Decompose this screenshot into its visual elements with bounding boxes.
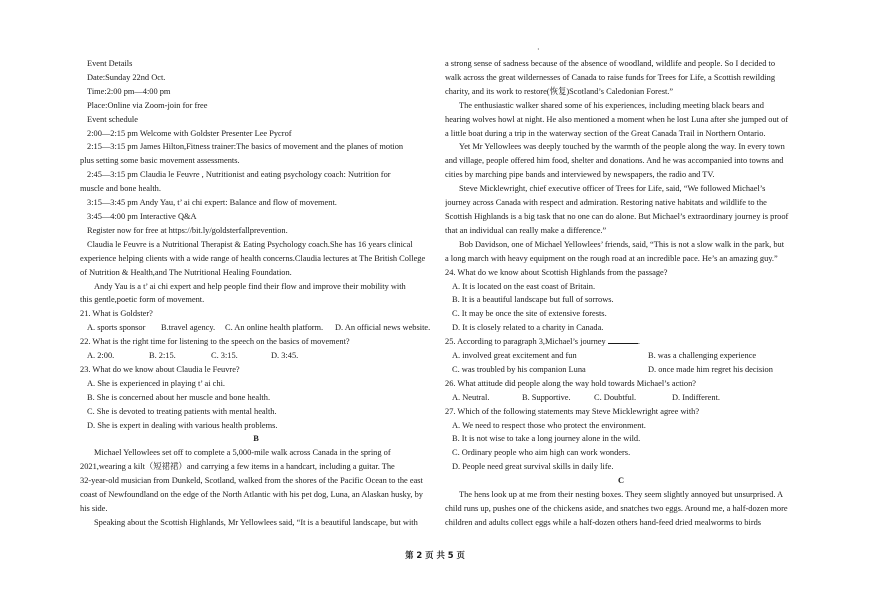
option-b[interactable]: B. It is a beautiful landscape but full of sorrows. — [452, 295, 614, 305]
option-d[interactable]: D. It is closely related to a charity in Canada. — [452, 323, 604, 333]
option-a[interactable]: A. Neutral. — [452, 392, 490, 402]
andy-paragraph-line: Andy Yau is a t’ ai chi expert and help people find their flow and improve their mobility with — [94, 281, 406, 291]
option-a[interactable]: A. involved great excitement and fun — [452, 351, 577, 361]
question-25-options-row2 — [445, 363, 797, 377]
option-a[interactable]: A. We need to respect those who protect the environment. — [452, 420, 646, 430]
option-b[interactable]: B.travel agency. — [161, 323, 216, 333]
andy-paragraph-line: this gentle,poetic form of movement. — [80, 295, 205, 305]
event-date: Date:Sunday 22nd Oct. — [87, 72, 166, 82]
option-a[interactable]: A. 2:00. — [87, 351, 115, 361]
passage-b-line: journey across Canada with respect and admiration. Restoring native habitats and wildlife to the — [445, 198, 767, 208]
passage-b-line: charity, and its work to restore(恢复)Scotland’s Caledonian Forest.” — [445, 86, 674, 96]
passage-b-line: a long march with heavy equipment on the rough road at an incredible pace. He’s an amazing guy.” — [445, 253, 778, 263]
option-d[interactable]: D. once made him regret his decision — [648, 364, 773, 374]
schedule-item-qa: 3:45—4:00 pm Interactive Q&A — [87, 211, 197, 221]
question-27-stem: 27. Which of the following statements may Steve Micklewright agree with? — [445, 406, 700, 416]
passage-b-line: Yet Mr Yellowlees was deeply touched by the warmth of the people along the way. In every town — [459, 142, 785, 152]
option-c[interactable]: C. 3:15. — [211, 351, 238, 361]
question-25-stem-text: 25. According to paragraph 3,Michael’s journey — [445, 337, 606, 347]
option-d[interactable]: D. Indifferent. — [672, 392, 720, 402]
passage-b-line: a strong sense of sadness because of the absence of woodland, wildlife and people. So I decided to — [445, 59, 776, 68]
passage-b-line: coast of Newfoundland on the edge of the North Atlantic with his pet dog, Luna, an Alaskan husky, by — [80, 490, 423, 500]
page-number-footer: 第 2 页 共 5 页 — [405, 550, 465, 560]
register-link-text: Register now for free at https://bit.ly/goldsterfallprevention. — [87, 225, 288, 235]
schedule-item-james: 2:15—3:15 pm James Hilton,Fitness trainer:The basics of movement and the planes of motion — [87, 142, 404, 152]
passage-b-line: Steve Micklewright, chief executive officer of Trees for Life, said, “We followed Michael’s — [459, 184, 766, 194]
option-b[interactable]: B. It is not wise to take a long journey alone in the wild. — [452, 434, 641, 444]
passage-b-line: a little boat during a trip in the waterway section of the Great Canada Trail in Northern Ontario. — [445, 128, 766, 138]
passage-b-line: cities by marching pipe bands and interviewed by newspapers, the radio and TV. — [445, 170, 715, 180]
option-a[interactable]: A. It is located on the east coast of Britain. — [452, 281, 596, 291]
question-25-stem — [445, 335, 797, 349]
option-d[interactable]: D. An official news website. — [335, 323, 431, 333]
passage-b-line: The enthusiastic walker shared some of his experiences, including meeting black bears and — [459, 100, 764, 110]
question-24-stem: 24. What do we know about Scottish Highlands from the passage? — [445, 267, 668, 277]
claudia-paragraph-line: experience helping clients with a wide range of health concerns.Claudia lectures at The British College — [80, 253, 426, 263]
passage-b-line: hearing wolves howl at night. He also mentioned a moment when he lost Luna after she jumped out of — [445, 114, 789, 124]
passage-b-line: Michael Yellowlees set off to complete a 5,000-mile walk across Canada in the spring of — [94, 448, 391, 458]
page-mark: · — [537, 45, 540, 54]
claudia-paragraph-line: of Nutrition & Health,and The Nutritional Healing Foundation. — [80, 267, 292, 277]
passage-b-line: 2021,wearing a kilt（短裙裙）and carrying a few items in a handcart, including a guitar. The — [80, 462, 395, 472]
option-c[interactable]: C. An online health platform. — [225, 323, 324, 333]
option-b[interactable]: B. Supportive. — [522, 392, 571, 402]
option-c[interactable]: C. She is devoted to treating patients with mental health. — [87, 406, 277, 416]
schedule-item-james-cont: plus setting some basic movement assessments. — [80, 156, 240, 166]
question-21-options — [80, 321, 432, 335]
question-22-options — [80, 349, 432, 363]
event-place: Place:Online via Zoom-join for free — [87, 100, 208, 110]
question-25-stem-end: . — [637, 337, 640, 347]
schedule-item-claudia: 2:45—3:15 pm Claudia le Feuvre , Nutritionist and eating psychology coach: Nutrition for — [87, 170, 391, 180]
section-c-heading: C — [617, 476, 625, 486]
left-column — [80, 57, 432, 530]
option-b[interactable]: B. She is concerned about her muscle and bone health. — [87, 392, 271, 402]
option-a[interactable]: A. sports sponsor — [87, 323, 146, 333]
passage-b-line: 32-year-old musician from Dunkeld, Scotland, walked from the shores of the Pacific Ocean to the east — [80, 476, 423, 486]
question-23-stem: 23. What do we know about Claudia le Feuvre? — [80, 364, 240, 374]
claudia-paragraph-line: Claudia le Feuvre is a Nutritional Therapist & Eating Psychology coach.She has 16 years clinical — [87, 239, 413, 249]
passage-b-line: Scottish Highlands is a big task that no one can do alone. But Michael’s extraordinary journey is proof — [445, 211, 789, 221]
question-26-options — [445, 391, 797, 405]
question-26-stem: 26. What attitude did people along the way hold towards Michael’s action? — [445, 378, 697, 388]
passage-b-line: that an individual can really make a difference.” — [445, 225, 607, 235]
option-c[interactable]: C. It may be once the site of extensive forests. — [452, 309, 607, 319]
passage-c-line: The hens look up at me from their nesting boxes. They seem slightly annoyed but unsurprised. A — [459, 490, 784, 500]
option-d[interactable]: D. She is expert in dealing with various health problems. — [87, 420, 278, 430]
option-b[interactable]: B. was a challenging experience — [648, 351, 757, 361]
passage-b-line: and village, people offered him food, shelter and donations. And he was accompanied into towns and — [445, 156, 784, 166]
option-d[interactable]: D. People need great survival skills in daily life. — [452, 462, 614, 472]
option-c[interactable]: C. Ordinary people who aim high can work wonders. — [452, 448, 631, 458]
right-column — [445, 57, 797, 530]
schedule-item-andy: 3:15—3:45 pm Andy Yau, t’ ai chi expert: Balance and flow of movement. — [87, 198, 337, 208]
option-d[interactable]: D. 3:45. — [271, 351, 299, 361]
answer-blank[interactable] — [608, 335, 640, 347]
schedule-item-welcome: 2:00—2:15 pm Welcome with Goldster Presenter Lee Pycrof — [87, 128, 292, 138]
option-c[interactable]: C. Doubtful. — [594, 392, 637, 402]
option-b[interactable]: B. 2:15. — [149, 351, 176, 361]
option-c[interactable]: C. was troubled by his companion Luna — [452, 364, 586, 374]
event-schedule-heading: Event schedule — [87, 114, 138, 124]
question-21-stem: 21. What is Goldster? — [80, 309, 153, 319]
passage-c-line: children and adults collect eggs while a half-dozen others hand-feed dried mealworms to birds — [445, 517, 762, 527]
event-details-heading: Event Details — [87, 59, 133, 68]
passage-b-line: walk across the great wildernesses of Canada to raise funds for Trees for Life, a Scottish rewilding — [445, 72, 776, 82]
event-time: Time:2:00 pm—4:00 pm — [87, 86, 171, 96]
section-b-heading: B — [253, 434, 259, 444]
question-25-options-row1 — [445, 349, 797, 363]
option-a[interactable]: A. She is experienced in playing t’ ai chi. — [87, 378, 225, 388]
passage-c-line: child runs up, pushes one of the chickens aside, and snatches two eggs. Around me, a half-dozen more — [445, 504, 788, 513]
passage-b-line: his side. — [80, 504, 108, 513]
schedule-item-claudia-cont: muscle and bone health. — [80, 184, 161, 194]
passage-b-line: Bob Davidson, one of Michael Yellowlees’ friends, said, “This is not a slow walk in the park, but — [459, 239, 785, 249]
question-22-stem: 22. What is the right time for listening to the speech on the basics of movement? — [80, 337, 350, 347]
passage-b-line: Speaking about the Scottish Highlands, Mr Yellowlees said, “It is a beautiful landscape, but with — [94, 517, 418, 527]
